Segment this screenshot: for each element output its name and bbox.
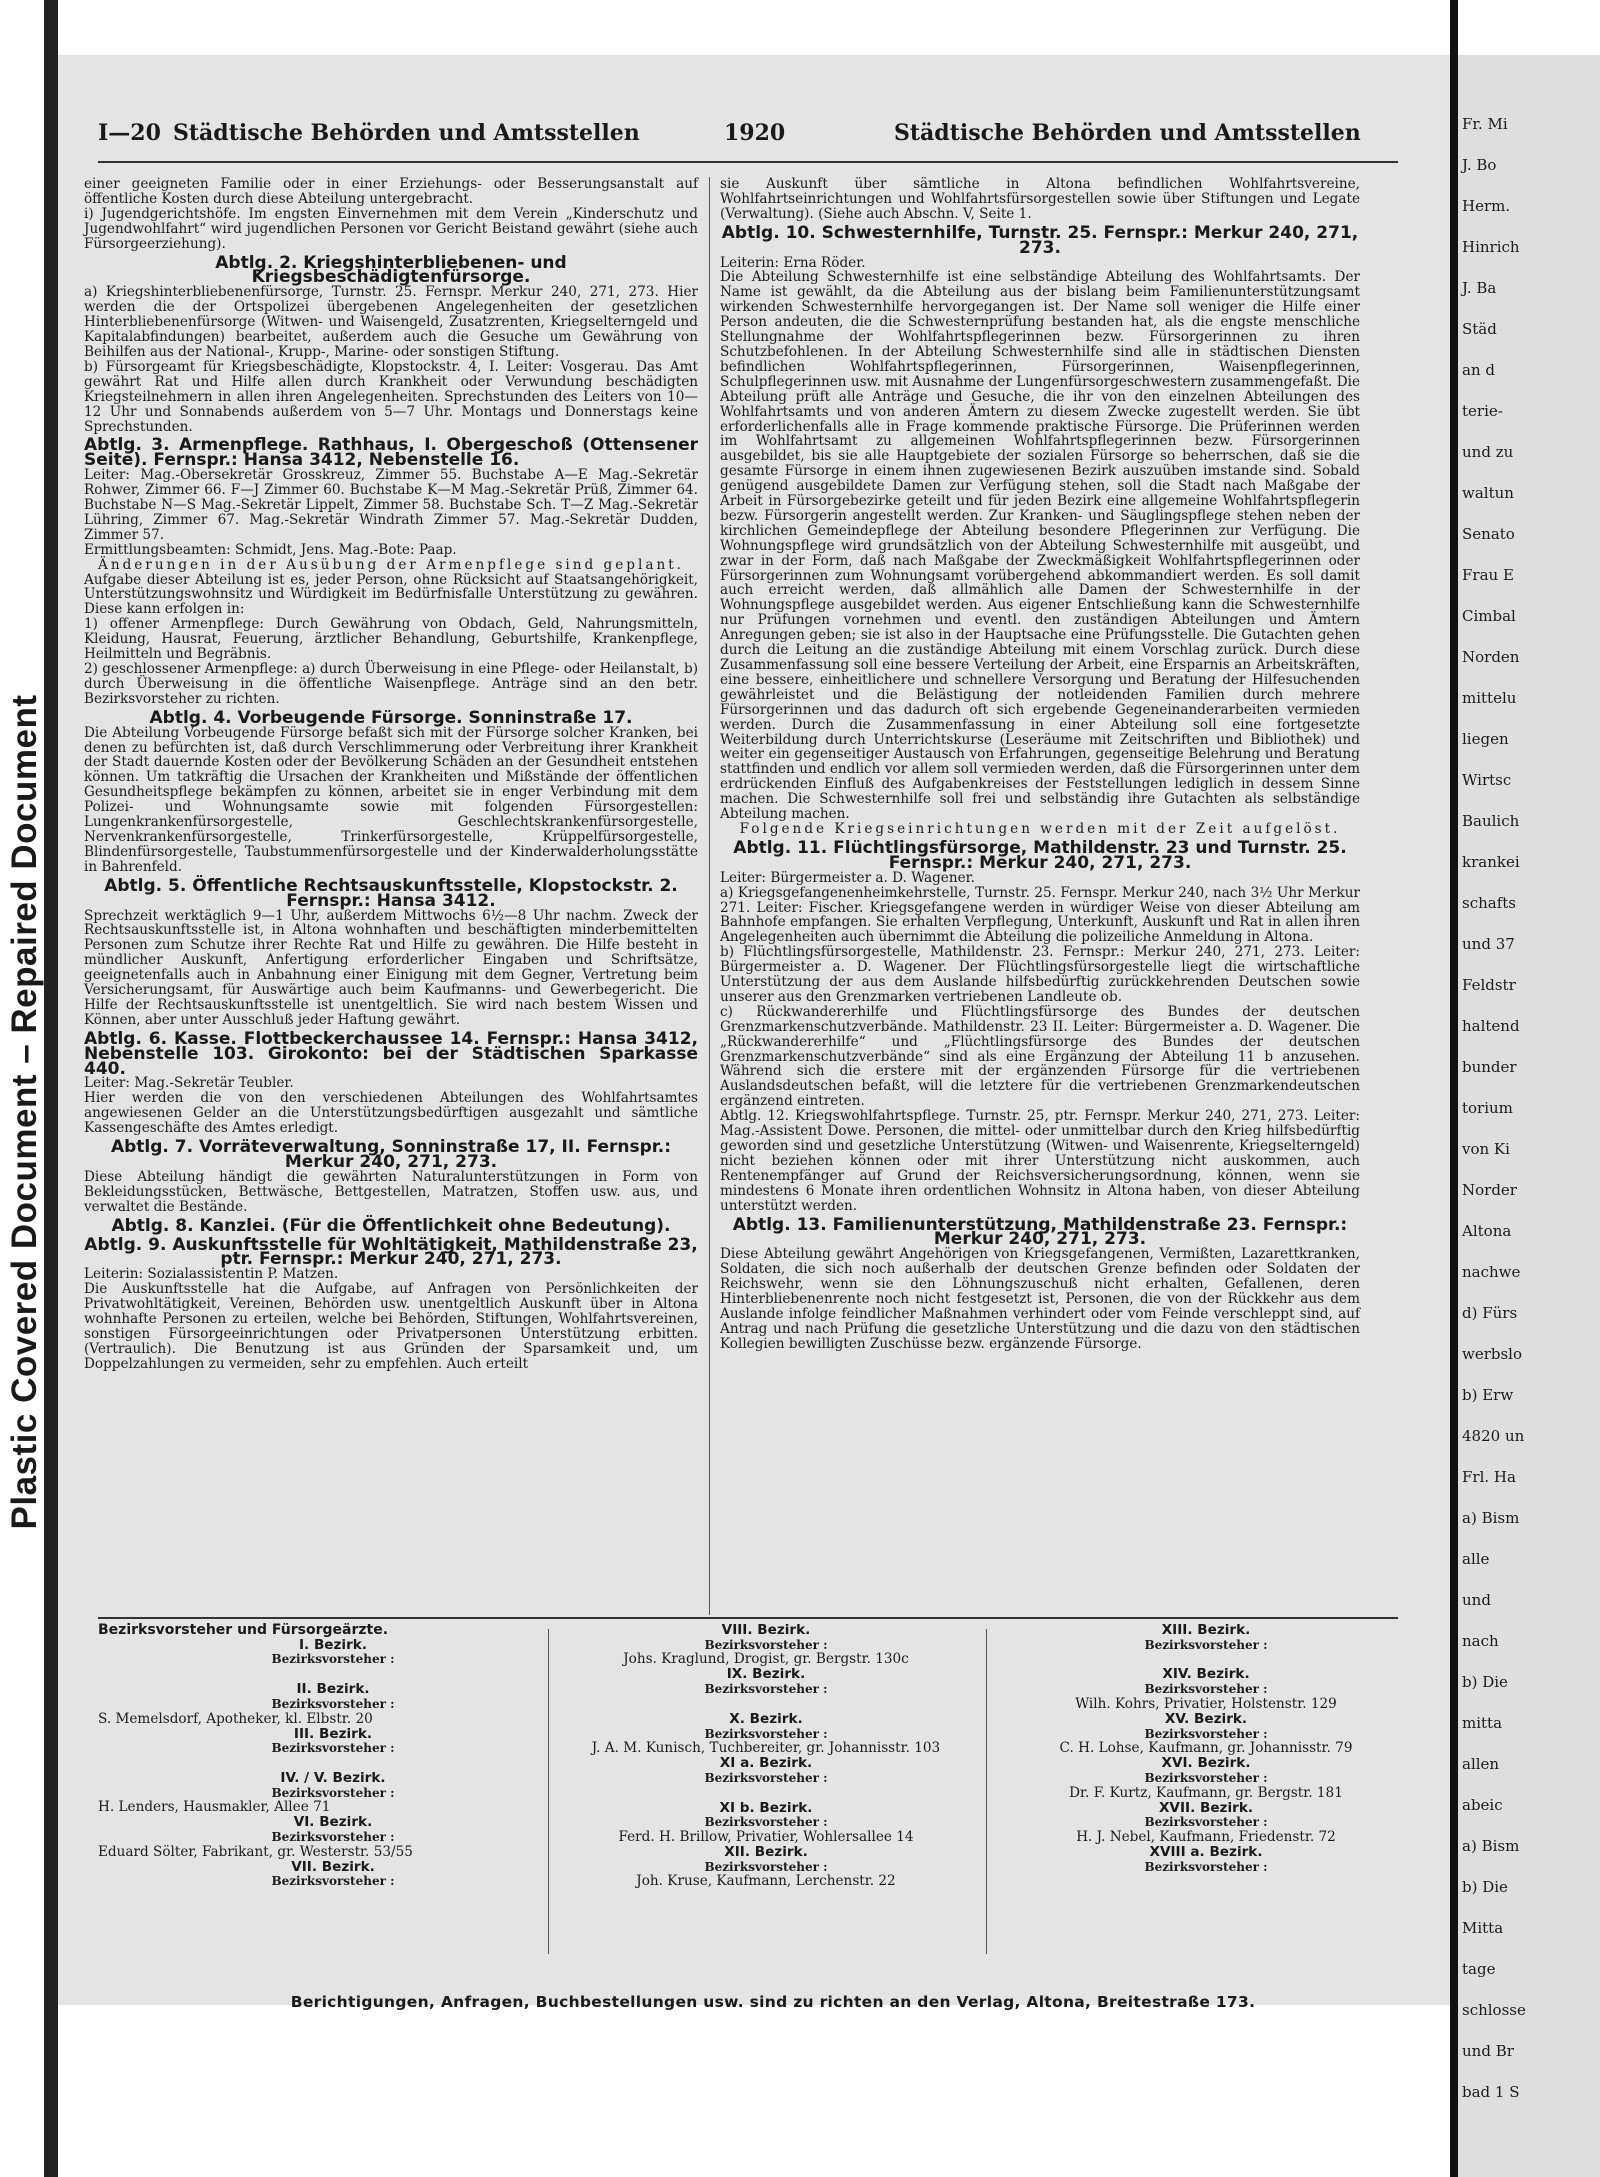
adjacent-page-fragment: nach xyxy=(1462,1632,1499,1650)
bezirk-divider-1 xyxy=(548,1629,549,1954)
bezirk-person: Ferd. H. Brillow, Privatier, Wohlersallee 14 xyxy=(618,1829,914,1846)
bezirk-vorsteher-label: Bezirksvorsteher : xyxy=(271,1652,395,1667)
adjacent-page-fragment: waltun xyxy=(1462,484,1514,502)
section-heading: Abtlg. 11. Flüchtlingsfürsorge, Mathildenstr. 23 und Turnstr. 25. Fernspr.: Merkur 240, 271, 273. xyxy=(733,837,1347,873)
bezirk-name: IV. / V. Bezirk. xyxy=(280,1769,386,1786)
adjacent-page-fragment: b) Die xyxy=(1462,1673,1508,1691)
bezirk-person: Dr. F. Kurtz, Kaufmann, gr. Bergstr. 181 xyxy=(1069,1784,1343,1801)
bezirk-person xyxy=(556,1697,976,1712)
bezirk-vorsteher-label: Bezirksvorsteher : xyxy=(1144,1726,1268,1741)
bezirk-vorsteher-label: Bezirksvorsteher : xyxy=(704,1637,828,1652)
adjacent-page-fragment: werbslo xyxy=(1462,1345,1523,1363)
bezirk-person: Johs. Kraglund, Drogist, gr. Bergstr. 130c xyxy=(623,1651,909,1668)
bezirk-person: Wilh. Kohrs, Privatier, Holstenstr. 129 xyxy=(1075,1695,1337,1712)
paragraph: Diese Abteilung gewährt Angehörigen von Kriegsgefangenen, Vermißten, Lazarettkranken, Soldaten, die sich noch außerhalb der deutschen Grenze befinden oder Soldaten der Reichswehr, wenn sie den Löhnungszuschuß nicht erhalten, Gefallenen, deren Hinterbliebenenrente noch nicht festgesetzt ist, Personen, die von der Rückkehr aus dem Auslande infolge feindlicher Maßnahmen verhindert oder vom Feinde verschleppt sind, auf Antrag und nach Prüfung die gesetzliche Unterstützung und die dazu von den städtischen Kollegien bewilligten Zuschüsse bezw. ergänzende Fürsorge. xyxy=(720,1246,1360,1352)
adjacent-page-fragment: liegen xyxy=(1462,730,1509,748)
section-heading: Abtlg. 6. Kasse. Flottbeckerchaussee 14. Fernspr.: Hansa 3412, Nebenstelle 103. Girokonto: bei der Städtischen Sparkasse 440. xyxy=(84,1028,698,1079)
adjacent-page-fragment: mittelu xyxy=(1462,689,1517,707)
adjacent-page-fragment: Feldstr xyxy=(1462,976,1516,994)
bezirk-person xyxy=(556,1786,976,1801)
adjacent-page-fragment: J. Bo xyxy=(1462,156,1497,174)
running-title-left: Städtische Behörden und Amtsstellen xyxy=(173,120,640,146)
bezirk-vorsteher-label: Bezirksvorsteher : xyxy=(271,1874,395,1889)
adjacent-page-fragment: abeic xyxy=(1462,1796,1503,1814)
bezirk-person: J. A. M. Kunisch, Tuchbereiter, gr. Johannisstr. 103 xyxy=(591,1740,941,1757)
bezirk-vorsteher-label: Bezirksvorsteher : xyxy=(1144,1637,1268,1652)
paragraph: a) Kriegshinterbliebenenfürsorge, Turnstr. 25. Fernspr. Merkur 240, 271, 273. Hier werden die der Ortspolizei übergebenen Angelegenheiten der gesetzlichen Hinterbliebenenfürsorge (Witwen- und Waisengeld, Zusatzrenten, Kriegselterngeld und Kapitalabfindungen) bearbeitet, außerdem auch die Gesuche um Gewährung von Beihilfen aus der National-, Krupp-, Marine- oder sonstigen Stiftung. xyxy=(84,284,698,360)
adjacent-page-fragment: Frau E xyxy=(1462,566,1514,584)
bezirk-vorsteher-label: Bezirksvorsteher : xyxy=(704,1859,828,1874)
bezirk-name: X. Bezirk. xyxy=(729,1710,803,1727)
paragraph: b) Flüchtlingsfürsorgestelle, Mathildenstr. 23. Fernspr.: Merkur 240, 271, 273. Leiter: Bürgermeister a. D. Wagener. Der Flüchtlingsfürsorgestelle liegt die wirtschaftliche Unterstützung der aus dem Auslande hilfsbedürftig zurückkehrenden Deutschen sowie unserer aus den Grenzmarken vertriebenen Landleute ob. xyxy=(720,944,1360,1005)
adjacent-page-fragment: Altona xyxy=(1462,1222,1512,1240)
paragraph: einer geeigneten Familie oder in einer Erziehungs- oder Besserungsanstalt auf öffentliche Kosten durch diese Abteilung untergebracht. xyxy=(84,176,698,207)
bezirk-person xyxy=(996,1652,1416,1667)
adjacent-page-fragment: d) Fürs xyxy=(1462,1304,1518,1322)
adjacent-page-fragment: krankei xyxy=(1462,853,1520,871)
bezirk-name: I. Bezirk. xyxy=(298,1636,367,1653)
bezirk-name: XIII. Bezirk. xyxy=(1161,1622,1251,1638)
paragraph: Ermittlungsbeamten: Schmidt, Jens. Mag.-Bote: Paap. xyxy=(84,541,457,558)
bezirk-vorsteher-label: Bezirksvorsteher : xyxy=(704,1815,828,1830)
paragraph: Die Abteilung Schwesternhilfe ist eine selbständige Abteilung des Wohlfahrtsamts. Der Name ist gewählt, da die Abteilung aus der bislang beim Familienunterstützungsamt wirkenden Schwesternhilfe hervorgegangen ist. Der Name soll weniger die Hilfe einer Person andeuten, die die Schwesternprüfung bestanden hat, als die engste menschliche Stellungnahme der Wohlfahrtspflegerinnen bezw. Fürsorgerinnen zu ihren Schutzbefohlenen. In der Abteilung Schwesternhilfe sind alle in städtischen Diensten befindlichen Wohlfahrtspflegerinnen, Fürsorgerinnen, Waisenpflegerinnen, Schulpflegerinnen usw. mit Ausnahme der Lungenfürsorgeschwestern zusammengefaßt. Die Abteilung prüft alle Anträge und Gesuche, die ihr von den einzelnen Abteilungen des Wohlfahrtsamts und von anderen Ämtern zu diesem Zwecke zugestellt werden. Sie übt erforderlichenfalls alle in Frage kommende praktische Fürsorge. Die Prüferinnen werden im Wohlfahrtsamt zu allgemeinen Wohlfahrtspflegerinnen bezw. Fürsorgerinnen ausgebildet, bis sie alle Hauptgebiete der sozialen Fürsorge so beherrschen, daß sie die gesamte Fürsorge in einem ihnen zugewiesenen Bezirk auszuüben imstande sind. Sobald genügend ausgebildete Damen zur Verfügung stehen, soll die Stadt nach Maßgabe der Arbeit in Fürsorgebezirke geteilt und für jeden Bezirk eine allgemeine Wohlfahrtspflegerin bezw. Fürsorgerin angestellt werden. Zur Kranken- und Säuglingspflege stehen neben der kirchlichen Gemeindepflege der Abteilung besondere Pflegerinnen zur Verfügung. Die Wohnungspflege wird grundsätzlich von der Abteilung Schwesternhilfe mit ausgeübt, und zwar in der Form, daß nach Maßgabe der Zweckmäßigkeit Wohlfahrtspflegerinnen oder Fürsorgerinnen zum Wohnungsamt vorübergehend abkommandiert werden. Es soll damit auch erreicht werden, daß allmählich alle Damen der Schwesternhilfe in der Wohnungspflege ausgebildet werden. Aus eigener Entschließung kann die Schwesternhilfe nur Prüfungen vornehmen und eventl. den zuständigen Abteilungen und Ämtern Anregungen geben; sie ist also in der Hauptsache eine Prüfungsstelle. Die Gutachten gehen durch die Leitung an die zuständige Abteilung mit einem Vorschlag zurück. Durch diese Zusammenfassung soll eine bessere Verteilung der Arbeit, eine Ersparnis an Arbeitskräften, eine bessere, einheitlichere und schnellere Versorgung und Beratung der Hilfesuchenden gewährleistet und die Belästigung der notleidenden Familien durch mehrere Fürsorgerinnen und das dadurch oft sich ergebende Gegeneinanderarbeiten vermieden werden. Durch die Zusammenfassung in einer Abteilung soll eine fortgesetzte Weiterbildung durch Unterrichtskurse (Leseräume mit Zeitschriften und Bibliothek) und weiter ein gegenseitiger Austausch von Erfahrungen, gegenseitige Belehrung und Beratung stattfinden und endlich vor allem soll vermieden werden, daß die Fürsorgerinnen unter dem erdrückenden Einfluß des Aufgabenkreises der Feststellungen lediglich in dessem Sinne machen. Die Schwesternhilfe soll frei und selbständig ihre Gutachten als selbständige Abteilung machen. xyxy=(720,269,1360,823)
adjacent-page-fragment: allen xyxy=(1462,1755,1500,1773)
bezirk-name: XVII. Bezirk. xyxy=(1158,1799,1254,1816)
adjacent-page-fragment: und zu xyxy=(1462,443,1514,461)
section-heading: Abtlg. 10. Schwesternhilfe, Turnstr. 25. Fernspr.: Merkur 240, 271, 273. xyxy=(721,222,1359,258)
adjacent-page-fragment: b) Die xyxy=(1462,1878,1508,1896)
paragraph: 2) geschlossener Armenpflege: a) durch Überweisung in eine Pflege- oder Heilanstalt, b) durch Überweisung in die öffentliche Waisenpflege. Anträge sind an den betr. Bezirksvorsteher zu richten. xyxy=(84,661,698,707)
bezirk-vorsteher-label: Bezirksvorsteher : xyxy=(271,1785,395,1800)
paragraph: Sprechzeit werktäglich 9—1 Uhr, außerdem Mittwochs 6½—8 Uhr nachm. Zweck der Rechtsauskunftsstelle ist, in Altona wohnhaften und beschäftigten minderbemittelten Personen zum Schutze ihrer Rechte Rat und Hilfe zu gewähren. Die Hilfe besteht in mündlicher Auskunft, Anfertigung erforderlicher Eingaben und Schriftsätze, geeignetenfalls auch in Anbahnung einer Einigung mit dem Gegner, Vertretung beim Versicherungsamt, für Auswärtige auch beim Kaufmanns- und Gewerbegericht. Die Hilfe der Rechtsauskunftsstelle ist unentgeltlich. Sie wird nach bestem Wissen und Können, aber unter Ausschluß jeder Haftung gewährt. xyxy=(84,907,698,1028)
adjacent-page-fragment: Frl. Ha xyxy=(1462,1468,1516,1486)
publisher-footer: Berichtigungen, Anfragen, Buchbestellungen usw. sind zu richten an den Verlag, Altona, Breitestraße 173. xyxy=(290,1993,1256,2011)
bezirk-person: H. J. Nebel, Kaufmann, Friedenstr. 72 xyxy=(1076,1829,1336,1846)
adjacent-page-fragment: a) Bism xyxy=(1462,1509,1520,1527)
paragraph: Aufgabe dieser Abteilung ist es, jeder Person, ohne Rücksicht auf Staatsangehörigkeit, Unterstützungswohnsitz und Würdigkeit im Bedürfnisfalle Unterstützung zu gewähren. Diese kann erfolgen in: xyxy=(84,571,698,618)
document-page xyxy=(58,55,1450,2011)
adjacent-page-fragment: Baulich xyxy=(1462,812,1520,830)
paragraph: b) Fürsorgeamt für Kriegsbeschädigte, Klopstockstr. 4, I. Leiter: Vosgerau. Das Amt gewährt Rat und Hilfe allen durch Krankheit oder Verwundung beschädigten Kriegsteilnehmern in allen ihren Angelegenheiten. Sprechstunden des Leiters von 10—12 Uhr und Sonnabends außerdem von 5—7 Uhr. Montags und Donnerstags keine Sprechstunden. xyxy=(84,358,698,435)
bezirk-person xyxy=(996,1874,1416,1889)
adjacent-page-fragment: 4820 un xyxy=(1462,1427,1525,1445)
bezirk-name: II. Bezirk. xyxy=(296,1681,370,1698)
adjacent-page-fragment: Städ xyxy=(1462,320,1497,338)
bezirk-name: XIV. Bezirk. xyxy=(1162,1666,1250,1683)
section-rule xyxy=(98,1617,1398,1619)
side-label: Plastic Covered Document – Repaired Document xyxy=(5,694,44,1530)
bezirk-column-1 xyxy=(98,1623,568,1904)
section-heading: Abtlg. 9. Auskunftsstelle für Wohltätigkeit, Mathildenstraße 23, ptr. Fernspr.: Merkur 240, 271, 273. xyxy=(84,1234,698,1270)
section-heading: Abtlg. 7. Vorräteverwaltung, Sonninstraße 17, II. Fernspr.: Merkur 240, 271, 273. xyxy=(110,1137,672,1172)
adjacent-page-fragment: von Ki xyxy=(1462,1140,1510,1158)
bezirk-name: VIII. Bezirk. xyxy=(721,1622,811,1638)
bezirk-vorsteher-label: Bezirksvorsteher : xyxy=(704,1770,828,1785)
adjacent-page-fragment: J. Ba xyxy=(1462,279,1497,297)
paragraph: 1) offener Armenpflege: Durch Gewährung von Obdach, Geld, Nahrungsmitteln, Kleidung, Hausrat, Feuerung, ärztlicher Behandlung, Geburtshilfe, Krankenpflege, Heilmitteln und Begräbnis. xyxy=(84,616,698,663)
adjacent-page-fragment: Wirtsc xyxy=(1462,771,1512,789)
adjacent-page-fragment: terie- xyxy=(1462,402,1503,420)
bezirk-name: XII. Bezirk. xyxy=(724,1844,808,1861)
paragraph: Die Auskunftsstelle hat die Aufgabe, auf Anfragen von Persönlichkeiten der Privatwohltätigkeit, Vereinen, Behörden usw. unentgeltlich Auskunft über in Altona wohnhafte Personen zu erteilen, welche bei Behörden, Stiftungen, Wohlfahrtsvereinen, sonstigen Fürsorgeeinrichtungen oder Privatpersonen Unterstützung erbitten. (Vertraulich). Die Benutzung ist aus Gründen der Sparsamkeit und, um Doppelzahlungen zu vermeiden, sehr zu empfehlen. Auch erteilt xyxy=(84,1281,698,1372)
adjacent-page-fragment: Senato xyxy=(1462,525,1515,543)
bezirk-name: XI b. Bezirk. xyxy=(719,1799,813,1816)
adjacent-page-fragment: torium xyxy=(1462,1099,1513,1117)
paragraph: a) Kriegsgefangenenheimkehrstelle, Turnstr. 25. Fernspr. Merkur 240, nach 3½ Uhr Merkur 271. Leiter: Fischer. Kriegsgefangene werden in würdiger Weise von dieser Abteilung am Bahnhofe empfangen. Sie erhalten Verpflegung, Unterkunft, Auskunft und Rat in allen ihren Angelegenheiten auch übernimmt die Abteilung die polizeiliche Anmeldung in Altona. xyxy=(720,884,1360,946)
bezirk-vorsteher-label: Bezirksvorsteher : xyxy=(271,1696,395,1711)
bezirk-person: H. Lenders, Hausmakler, Allee 71 xyxy=(98,1799,331,1816)
page-header xyxy=(98,120,1418,150)
adjacent-page-edge xyxy=(1458,55,1600,2177)
adjacent-page-fragment: Norder xyxy=(1462,1181,1517,1199)
adjacent-page-fragment: alle xyxy=(1462,1550,1490,1568)
adjacent-page-fragment: schlosse xyxy=(1462,2001,1526,2019)
bezirk-vorsteher-label: Bezirksvorsteher : xyxy=(271,1830,395,1845)
section-heading: Abtlg. 13. Familienunterstützung, Mathildenstraße 23. Fernspr.: Merkur 240, 271, 273. xyxy=(732,1214,1348,1250)
paragraph: Änderungen in der Ausübung der Armenpflege sind geplant. xyxy=(98,556,684,573)
adjacent-page-fragment: b) Erw xyxy=(1462,1386,1514,1404)
bezirk-name: VI. Bezirk. xyxy=(293,1814,373,1831)
paragraph: c) Rückwandererhilfe und Flüchtlingsfürsorge des Bundes der deutschen Grenzmarkenschutzverbände. Mathildenstr. 23 II. Leiter: Bürgermeister a. D. Wagener. Die „Rückwandererhilfe“ und „Flüchtlingsfürsorge des Bundes der deutschen Grenzmarkenschutzverbände“ sind als eine Ergänzung der Abteilung 11 b anzusehen. Während sich die erstere mit der ergänzenden Fürsorge für die vertriebenen Auslandsdeutschen befaßt, will die letztere für die vertriebenen Grenzmarkendeutschen ergänzend eintreten. xyxy=(720,1003,1360,1110)
paragraph: Folgende Kriegseinrichtungen werden mit der Zeit aufgelöst. xyxy=(739,820,1341,837)
paragraph: i) Jugendgerichtshöfe. Im engsten Einvernehmen mit dem Verein „Kinderschutz und Jugendwohlfahrt“ wird jugendlichen Personen vor Gericht Beistand gewährt (siehe auch Fürsorgeerziehung). xyxy=(84,205,698,252)
bezirk-name: XV. Bezirk. xyxy=(1164,1710,1248,1727)
running-title-right: Städtische Behörden und Amtsstellen xyxy=(894,120,1361,146)
adjacent-page-fragment: nachwe xyxy=(1462,1263,1521,1281)
adjacent-page-fragment: tage xyxy=(1462,1960,1496,1978)
year: 1920 xyxy=(724,120,786,146)
page-number: I—20 xyxy=(98,120,161,146)
bezirk-name: IX. Bezirk. xyxy=(726,1666,806,1683)
bezirk-vorsteher-label: Bezirksvorsteher : xyxy=(1144,1815,1268,1830)
paragraph: Hier werden die von den verschiedenen Abteilungen des Wohlfahrtsamtes angewiesenen Gelder an die Unterstützungsbedürftigen ausgezahlt und sämtliche Kassengeschäfte des Amtes erledigt. xyxy=(84,1090,698,1137)
bezirk-divider-2 xyxy=(986,1629,987,1954)
bezirk-title: Bezirksvorsteher und Fürsorgeärzte. xyxy=(98,1622,389,1638)
adjacent-page-fragment: Fr. Mi xyxy=(1462,115,1508,133)
paragraph: Diese Abteilung händigt die gewährten Naturalunterstützungen in Form von Bekleidungsstücken, Bettwäsche, Bettgestellen, Matratzen, Stoffen usw. aus, und verwaltet die Bestände. xyxy=(84,1168,698,1215)
bezirk-name: XVI. Bezirk. xyxy=(1161,1755,1251,1772)
paragraph: Leiter: Mag.-Obersekretär Grosskreuz, Zimmer 55. Buchstabe A—E Mag.-Sekretär Rohwer, Zimmer 66. F—J Zimmer 60. Buchstabe K—M Mag.-Sekretär Prüß, Zimmer 64. Buchstabe N—S Mag.-Sekretär Lippelt, Zimmer 58. Buchstabe Sch. T—Z Mag.-Sekretär Lühring, Zimmer 67. Mag.-Sekretär Windrath Zimmer 57. Mag.-Sekretär Dudden, Zimmer 57. xyxy=(84,467,698,543)
section-heading: Abtlg. 5. Öffentliche Rechtsauskunftsstelle, Klopstockstr. 2. Fernspr.: Hansa 3412. xyxy=(104,875,678,911)
adjacent-page-fragment: haltend xyxy=(1462,1017,1520,1035)
bezirk-vorsteher-label: Bezirksvorsteher : xyxy=(704,1726,828,1741)
adjacent-page-fragment: an d xyxy=(1462,361,1495,379)
bezirk-name: XVIII a. Bezirk. xyxy=(1149,1844,1263,1861)
paragraph: Leiter: Bürgermeister a. D. Wagener. xyxy=(720,869,975,886)
paragraph: Leiterin: Sozialassistentin P. Matzen. xyxy=(84,1266,339,1283)
adjacent-page-fragment: Herm. xyxy=(1462,197,1511,215)
bezirk-name: III. Bezirk. xyxy=(293,1725,373,1742)
section-heading: Abtlg. 2. Kriegshinterbliebenen- und Kriegsbeschädigtenfürsorge. xyxy=(215,252,567,288)
bezirk-vorsteher-label: Bezirksvorsteher : xyxy=(1144,1682,1268,1697)
paragraph: Die Abteilung Vorbeugende Fürsorge befaßt sich mit der Fürsorge solcher Kranken, bei denen zu befürchten ist, daß durch Verschlimmerung oder Verbreitung ihrer Krankheit der Stadt dauernde Kosten oder der Bevölkerung Schäden an der Gesundheit entstehen können. Um tatkräftig die Ursachen der Krankheiten und Mißstände der öffentlichen Gesundheitspflege bekämpfen zu können, arbeitet sie in enger Verbindung mit dem Polizei- und Wohnungsamte sowie mit folgenden Fürsorgestellen: Lungenkrankenfürsorgestelle, Geschlechtskrankenfürsorgestelle, Nervenkrankenfürsorgestelle, Trinkerfürsorgestelle, Krüppelfürsorgestelle, Blindenfürsorgestelle, Taubstummenfürsorgestelle und der Kinderwalderholungsstätte in Bahrenfeld. xyxy=(84,724,698,875)
bezirk-vorsteher-label: Bezirksvorsteher : xyxy=(1144,1859,1268,1874)
bezirk-table xyxy=(98,1623,1428,1993)
bezirk-vorsteher-label: Bezirksvorsteher : xyxy=(704,1682,828,1697)
adjacent-page-fragment: und Br xyxy=(1462,2042,1514,2060)
paragraph: Abtlg. 12. Kriegswohlfahrtspflege. Turnstr. 25, ptr. Fernspr. Merkur 240, 271, 273. Leiter: Mag.-Assistent Dowe. Personen, die mittel- oder unmittelbar durch den Krieg hilfsbedürftig geworden sind und gesetzliche Unterstützung (Witwen- und Waisenrente, Kriegselterngeld) nicht beziehen können oder mit ihrer Unterstützung nicht auskommen, auch Rentenempfänger auf Grund der Reichsversicherungsordnung, können, wenn sie mindestens 6 Monate ihren ordentlichen Wohnsitz in Altona haben, von dieser Abteilung unterstützt werden. xyxy=(720,1108,1360,1214)
bezirk-name: XI a. Bezirk. xyxy=(719,1755,813,1772)
header-rule xyxy=(98,161,1398,163)
gutter xyxy=(1450,0,1458,2177)
section-heading: Abtlg. 8. Kanzlei. (Für die Öffentlichkeit ohne Bedeutung). xyxy=(111,1215,671,1236)
left-column xyxy=(84,177,698,1372)
bezirk-vorsteher-label: Bezirksvorsteher : xyxy=(271,1741,395,1756)
adjacent-page-fragment: schafts xyxy=(1462,894,1516,912)
adjacent-page-fragment: bad 1 S xyxy=(1462,2083,1520,2101)
bezirk-person: Eduard Sölter, Fabrikant, gr. Westerstr. 53/55 xyxy=(98,1843,413,1860)
bezirk-person xyxy=(98,1667,568,1682)
bezirk-column-2 xyxy=(556,1623,976,1889)
adjacent-page-fragment: Norden xyxy=(1462,648,1520,666)
side-label-strip xyxy=(0,0,44,2177)
bezirk-person: C. H. Lohse, Kaufmann, gr. Johannisstr. 79 xyxy=(1059,1740,1353,1757)
column-divider xyxy=(709,177,710,1615)
bezirk-person xyxy=(98,1889,568,1904)
bezirk-column-3 xyxy=(996,1623,1416,1889)
adjacent-page-fragment: a) Bism xyxy=(1462,1837,1520,1855)
bezirk-vorsteher-label: Bezirksvorsteher : xyxy=(1144,1770,1268,1785)
paragraph: Leiter: Mag.-Sekretär Teubler. xyxy=(84,1075,294,1092)
binding-edge xyxy=(44,0,58,2177)
adjacent-page-fragment: und xyxy=(1462,1591,1491,1609)
adjacent-page-fragment: mitta xyxy=(1462,1714,1503,1732)
section-heading: Abtlg. 3. Armenpflege. Rathhaus, I. Obergeschoß (Ottensener Seite). Fernspr.: Hansa 3412, Nebenstelle 16. xyxy=(84,435,698,471)
bezirk-person xyxy=(98,1756,568,1771)
bezirk-person: Joh. Kruse, Kaufmann, Lerchenstr. 22 xyxy=(636,1873,896,1890)
paragraph: Leiterin: Erna Röder. xyxy=(720,254,866,271)
paragraph: sie Auskunft über sämtliche in Altona befindlichen Wohlfahrtsvereine, Wohlfahrtseinrichtungen und Wohlfahrtsfürsorgestellen sowie über Stiftungen und Legate (Verwaltung). (Siehe auch Abschn. V, Seite 1. xyxy=(720,176,1360,222)
right-column xyxy=(720,177,1360,1352)
adjacent-page-fragment: bunder xyxy=(1462,1058,1517,1076)
adjacent-page-fragment: Hinrich xyxy=(1462,238,1520,256)
adjacent-page-fragment: Cimbal xyxy=(1462,607,1516,625)
section-heading: Abtlg. 4. Vorbeugende Fürsorge. Sonninstraße 17. xyxy=(149,707,633,728)
adjacent-page-fragment: und 37 xyxy=(1462,935,1515,953)
adjacent-page-fragment: Mitta xyxy=(1462,1919,1504,1937)
bezirk-name: VII. Bezirk. xyxy=(291,1858,375,1875)
bezirk-person: S. Memelsdorf, Apotheker, kl. Elbstr. 20 xyxy=(98,1710,373,1727)
